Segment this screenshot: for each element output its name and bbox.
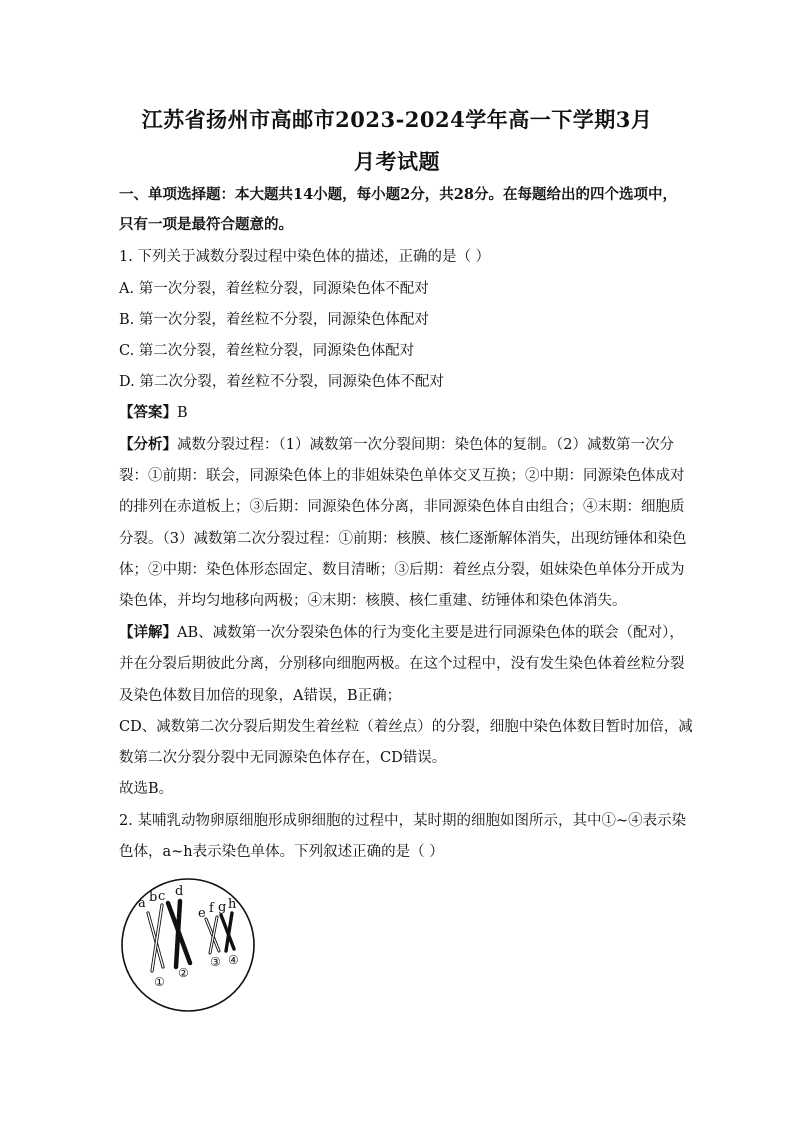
chromosome-number-4: ④ xyxy=(228,953,239,967)
chromatid-label-g: g xyxy=(218,900,227,915)
analysis-line-2: 裂：①前期：联会，同源染色体上的非姐妹染色单体交叉互换；②中期：同源染色体成对 xyxy=(119,468,685,484)
question-1-answer xyxy=(119,403,679,423)
answer-value: B xyxy=(177,405,188,421)
question-1-option-c: C. 第二次分裂，着丝粒分裂，同源染色体配对 xyxy=(119,343,415,359)
detail-line-1 xyxy=(119,623,684,643)
chromatid-label-b: b xyxy=(149,890,158,905)
detail-tag: 【详解】 xyxy=(119,624,177,641)
chromosome-2 xyxy=(168,901,190,967)
detail-line-2: 并在分裂后期彼此分离，分别移向细胞两极。在这个过程中，没有发生染色体着丝粒分裂 xyxy=(119,656,685,672)
detail-line-6: 故选B。 xyxy=(119,781,174,797)
chromatid-label-d: d xyxy=(175,884,184,899)
question-2-stem-line-1: 2. 某哺乳动物卵原细胞形成卵细胞的过程中，某时期的细胞如图所示，其中①~④表示染 xyxy=(119,813,687,829)
answer-tag: 【答案】 xyxy=(119,404,177,421)
chromatid-label-h: h xyxy=(228,897,237,912)
cell-figure xyxy=(118,875,258,1015)
detail-line-5: 数第二次分裂分裂中无同源染色体存在，CD错误。 xyxy=(119,750,447,766)
chromosome-1 xyxy=(148,905,163,971)
page-subtitle: 月考试题 xyxy=(354,149,440,174)
analysis-line-6: 染色体，并均匀地移向两极；④末期：核膜、核仁重建、纺锤体和染色体消失。 xyxy=(119,593,627,609)
chromatid-label-e: e xyxy=(198,906,206,921)
detail-text: AB、减数第一次分裂染色体的行为变化主要是进行同源染色体的联会（配对）， xyxy=(177,625,684,641)
question-1-option-d: D. 第二次分裂，着丝粒不分裂，同源染色体不配对 xyxy=(119,374,444,390)
chromosome-number-2: ② xyxy=(178,966,189,980)
question-1-option-a: A. 第一次分裂，着丝粒分裂，同源染色体不配对 xyxy=(119,281,429,297)
chromosome-number-3: ③ xyxy=(210,955,221,969)
section-heading-line-2: 只有一项是最符合题意的。 xyxy=(119,216,293,233)
question-2-stem-line-2: 色体，a~h表示染色单体。下列叙述正确的是（ ） xyxy=(119,844,444,860)
chromosome-number-1: ① xyxy=(154,975,165,989)
chromatid-label-f: f xyxy=(209,901,214,916)
chromosome-3 xyxy=(206,917,219,953)
chromatid-label-c: c xyxy=(158,889,166,904)
detail-line-4: CD、减数第二次分裂后期发生着丝粒（着丝点）的分裂，细胞中染色体数目暂时加倍，减 xyxy=(119,719,693,735)
section-heading-line-1: 一、单项选择题：本大题共14小题，每小题2分，共28分。在每题给出的四个选项中， xyxy=(119,186,677,203)
analysis-line-1 xyxy=(119,435,679,455)
question-1-stem: 1. 下列关于减数分裂过程中染色体的描述，正确的是（ ） xyxy=(119,249,491,265)
analysis-line-5: 体；②中期：染色体形态固定、数目清晰；③后期：着丝点分裂，姐妹染色单体分开成为 xyxy=(119,562,685,578)
analysis-text: 减数分裂过程：（1）减数第一次分裂间期：染色体的复制。（2）减数第一次分 xyxy=(177,437,674,453)
analysis-tag: 【分析】 xyxy=(119,436,177,453)
page-title: 江苏省扬州市高邮市2023-2024学年高一下学期3月 xyxy=(141,107,653,132)
question-1-option-b: B. 第一次分裂，着丝粒不分裂，同源染色体配对 xyxy=(119,312,429,328)
chromatid-label-a: a xyxy=(138,896,146,911)
analysis-line-4: 分裂。（3）减数第二次分裂过程：①前期：核膜、核仁逐渐解体消失，出现纺锤体和染色 xyxy=(119,531,687,547)
detail-line-3: 及染色体数目加倍的现象，A错误，B正确； xyxy=(119,688,402,704)
chromosome-4 xyxy=(221,913,234,951)
analysis-line-3: 的排列在赤道板上；③后期：同源染色体分离，非同源染色体自由组合；④末期：细胞质 xyxy=(119,499,685,515)
